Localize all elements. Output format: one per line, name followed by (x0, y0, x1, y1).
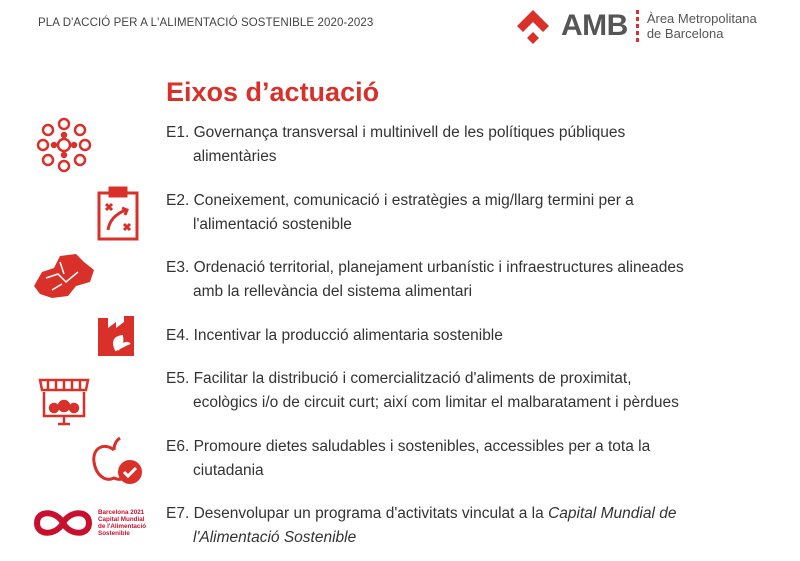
item-line1: E3. Ordenació territorial, planejament urbanístic i infraestructures alineades (166, 259, 684, 276)
apple-check-icon (90, 436, 146, 486)
axis-item-e1 (166, 121, 776, 169)
item-line2: l'Alimentació Sostenible (193, 529, 357, 546)
clipboard-strategy-icon (96, 186, 140, 242)
capital-logo-line3: de l'Alimentació (98, 523, 147, 530)
item-line1: E4. Incentivar la producció alimentaria sostenible (166, 327, 503, 344)
capital-logo-line4: Sostenible (98, 530, 130, 537)
logo-separator (636, 10, 639, 42)
capital-logo-line1: Barcelona 2021 (98, 509, 145, 516)
factory-leaf-icon (96, 314, 140, 356)
capital-logo-line2: Capital Mundial (98, 516, 145, 523)
org-line2: de Barcelona (646, 26, 724, 41)
capital-mundial-logo (32, 506, 146, 540)
amb-diamond-icon (515, 8, 551, 44)
org-line1: Àrea Metropolitana (646, 11, 757, 26)
amb-logo (515, 8, 757, 44)
axis-item-e6 (166, 435, 776, 483)
header-title: PLA D'ACCIÓ PER A L'ALIMENTACIÓ SOSTENIBLE 2020-2023 (38, 17, 374, 29)
axis-item-e3 (166, 256, 776, 304)
network-circles-icon (34, 116, 94, 174)
item-line1: E7. Desenvolupar un programa d'activitats vinculat a la (166, 505, 549, 522)
infinity-logo-icon (32, 506, 94, 540)
item-line1: E1. Governança transversal i multinivell de les polítiques públiques (166, 124, 626, 141)
axis-item-e5 (166, 367, 776, 415)
item-line2: l'alimentació sostenible (193, 216, 352, 233)
item-line1: E2. Coneixement, comunicació i estratègies a mig/llarg termini per a (166, 192, 634, 209)
item-line1: E6. Promoure dietes saludables i sostenibles, accessibles per a tota la (166, 438, 651, 455)
axis-item-e7 (166, 502, 776, 550)
axis-item-e4 (166, 324, 776, 348)
axis-item-e2 (166, 189, 776, 237)
item-line2: ecològics i/o de circuit curt; així com limitar el malbaratament i pèrdues (193, 394, 679, 411)
amb-brand: AMB (561, 9, 628, 42)
territory-map-icon (32, 252, 96, 300)
page-title: Eixos d’actuació (166, 77, 380, 107)
item-line2: amb la rellevància del sistema alimentari (193, 283, 473, 300)
item-line2: alimentàries (193, 148, 277, 165)
item-line2: ciutadania (193, 462, 264, 479)
item-line1-italic: Capital Mundial de (548, 505, 677, 522)
market-stall-icon (38, 376, 90, 426)
item-line1: E5. Facilitar la distribució i comercialització d'aliments de proximitat, (166, 370, 632, 387)
